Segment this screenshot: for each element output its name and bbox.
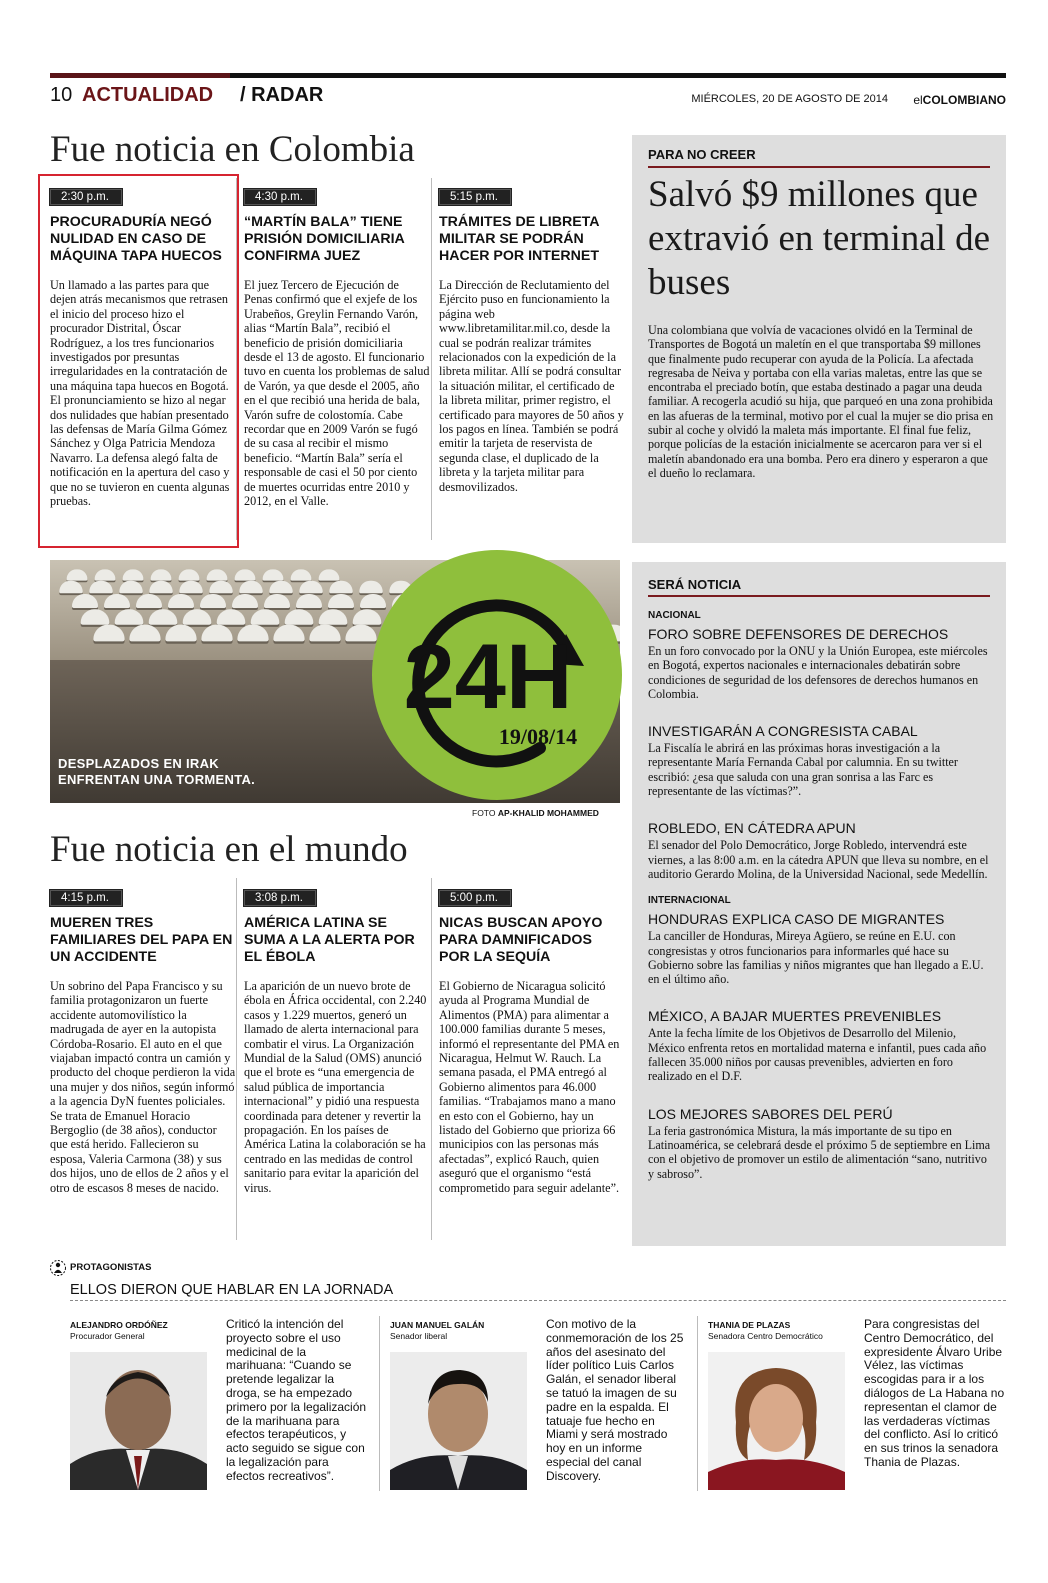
protagonist-card [70,1316,380,1506]
mundo-story-2 [244,888,430,1195]
photo-credit: FOTO AP-KHALID MOHAMMED [472,808,599,818]
story-body: La aparición de un nuevo brote de ébola en África occidental, con 2.240 casos y 1.229 muertos, generó un llamado de alerta internacional para combatir el virus. La Organización Mundial de la Salud (OMS) anunció que el brote es “una emergencia de salud pública de importancia internacional” y pidió una respuesta coordinada para detener y revertir la propagación. En los países de América Latina la colaboración se ha centrado en las medidas de control sanitario para evitar la aparición del virus. [244,979,427,1195]
tent-shape [95,569,116,580]
mundo-story-1 [50,888,236,1195]
sera-noticia-panel [632,562,1006,1246]
story-headline: PROCURADURÍA NEGÓ NULIDAD EN CASO DE MÁQUINA TAPA HUECOS [50,214,222,264]
person-photo [70,1352,207,1490]
item-title: INVESTIGARÁN A CONGRESISTA CABAL [648,723,918,740]
tent-shape [207,569,228,580]
person-name: JUAN MANUEL GALÁN [390,1320,485,1330]
newspaper-logo: elCOLOMBIANO [913,93,1006,107]
item-body: Ante la fecha límite de los Objetivos de Desarrollo del Milenio, México enfrenta retos en mortalidad materna e infantil, pues cada año fallecen 35.000 niños por causas prevenibles, advierten en foro realizado en el D.F. [648,1026,987,1084]
tent-shape [151,569,172,580]
item-body: En un foro convocado por la ONU y la Unión Europea, este miércoles en Bogotá, expertos nacionales e internacionales debatirán sobre condiciones de seguridad de los defensores de derechos humanos en Colombia. [648,644,988,701]
protagonistas-label: PROTAGONISTAS [70,1262,152,1273]
column-divider [431,178,432,540]
tent-shape [291,569,312,580]
protagonistas-rule [70,1300,1006,1301]
section-label: INTERNACIONAL [648,895,731,907]
person-name: ALEJANDRO ORDÓÑEZ [70,1320,168,1330]
forecast-item [648,911,992,986]
item-title: ROBLEDO, EN CÁTEDRA APUN [648,820,856,837]
story-headline: “MARTÍN BALA” TIENE PRISIÓN DOMICILIARIA CONFIRMA JUEZ [244,214,405,264]
panel-rule [648,166,990,168]
badge-date: 19/08/14 [498,724,578,749]
story-body: La Dirección de Reclutamiento del Ejército puso en funcionamiento la página web www.libretamilitar.mil.co, desde la cual se podrán realizar trámites relacionados con la expedición de la libreta militar. Allí se podrá consultar la situación militar, el certificado de la libreta militar, primer registro, el certificado para mayores de 50 años y los pagos en línea. También se podrá emitir la tarjeta de reservista de segunda clase, el duplicado de la libreta y la tarjeta militar para desmovilizados. [439,278,624,494]
item-title: FORO SOBRE DEFENSORES DE DERECHOS [648,626,949,642]
photo-caption: DESPLAZADOS EN IRAK ENFRENTAN UNA TORMENTA. [58,756,256,787]
forecast-item [648,1106,992,1181]
column-divider [379,1316,380,1491]
person-role: Procurador General [70,1331,145,1341]
person-role: Senadora Centro Democrático [708,1331,823,1341]
story-headline: TRÁMITES DE LIBRETA MILITAR SE PODRÁN HACER POR INTERNET [439,214,600,264]
24h-badge [370,548,625,803]
person-quote: Con motivo de la conmemoración de los 25 años del asesinato del líder político Luis Carlos Galán, el senador liberal se tatuó la imagen de su padre en la espalda. El tatuaje fue hecho en Miami y será mostrado hoy en un informe especial del canal Discovery. [546,1317,684,1483]
time-tag: 5:00 p.m. [439,890,511,906]
item-title: MÉXICO, A BAJAR MUERTES PREVENIBLES [648,1008,942,1025]
subsection-name: / RADAR [240,84,324,106]
item-body: La Fiscalía le abrirá en las próximas horas investigación a la representante María Fernanda Cabal por calumnia. En su twitter escribió: ¿esa que saluda con una gran sonrisa a las Farc es representante de las víctimas?”. [648,741,958,799]
page-number: 10 [50,84,73,106]
issue-date: MIÉRCOLES, 20 DE AGOSTO DE 2014 [691,93,888,105]
time-tag: 4:30 p.m. [244,189,316,205]
tent-shape [263,569,284,580]
story-body: Un sobrino del Papa Francisco y su familia protagonizaron un fuerte accidente automovilístico la madrugada de ayer en la autopista Córdoba-Rosario. El auto en el que viajaban impactó contra un camión y producto del choque perdieron la vida una mujer y dos niños, según informó a la agencia DyN fuentes policiales. Se trata de Emanuel Horacio Bergoglio (de 38 años), conductor que está herido. Fallecieron su esposa, Valeria Carmona (38) y sus dos hijos, uno de ellos de 2 años y el otro de escasos 8 meses de nacido. [50,979,236,1195]
protagonistas-subtitle: ELLOS DIERON QUE HABLAR EN LA JORNADA [70,1282,394,1298]
page-header [50,84,1006,110]
protagonist-card [708,1316,1018,1506]
column-divider [236,178,237,540]
person-photo [708,1352,845,1490]
forecast-item [648,723,992,798]
story-headline: NICAS BUSCAN APOYO PARA DAMNIFICADOS POR LA SEQUÍA [439,915,603,965]
person-quote: Para congresistas del Centro Democrático, del expresidente Álvaro Uribe Vélez, las víctimas escogidas para ir a los diálogos de La Habana no representan el clamor de las verdaderas víctimas del conflicto. Así lo criticó en sus trinos la senadora Thania de Plazas. [864,1317,1005,1469]
time-tag: 4:15 p.m. [50,890,122,906]
story-body: El Gobierno de Nicaragua solicitó ayuda al Programa Mundial de Alimentos (PMA) para alimentar a 100.000 familias durante 5 meses, informó el representante del PMA en Nicaragua, Helmut W. Rauch. La semana pasada, el PMA entregó al Gobierno alimentos para 46.000 familias. “Trabajamos mano a mano en esto con el Gobierno, hay un listado del Gobierno que prioriza 66 municipios con las personas más afectadas”, explicó Rauch, quien aseguró que el organismo “está comprometido para seguir adelante”. [439,979,620,1195]
time-tag: 5:15 p.m. [439,189,511,205]
colombia-story-3 [439,187,625,494]
mundo-story-3 [439,888,625,1195]
panel-body: Una colombiana que volvía de vacaciones olvidó en la Terminal de Transportes de Bogotá un maletín en el que transportaba $9 millones que finalmente pudo recuperar con ayuda de la Policía. La afectada regresaba de Neiva y portaba con ella varias maletas, entre las que se encontraba el preciado botín, que estaba destinado a pagar una deuda familiar. A recogerla acudió su hija, que parqueó en una zona prohibida en las afueras de la terminal, motivo por el cual la mujer se dio prisa en subir al coche y olvidó la maleta más importante. El final fue feliz, porque policías de la estación inicialmente se acercaron para ver si el maletín abandonado era una bomba. Pero era dinero y esperaron a que el dueño lo reclamara. [648,323,994,480]
panel-rule [648,595,990,597]
person-name: THANIA DE PLAZAS [708,1320,791,1330]
item-body: La canciller de Honduras, Mireya Agüero, se reúne en E.U. con congresistas y otros funcionarios para informarles qué hace su Gobierno sobre las familias y niños migrantes que han llegado a E.U. en el último año. [648,929,984,987]
tent-shape [179,569,200,580]
forecast-item [648,820,992,881]
forecast-item [648,626,992,701]
person-quote: Criticó la intención del proyecto sobre el uso medicinal de la marihuana: “Cuando se pretende legalizar la droga, se ha empezado primero por la legalización de la marihuana para efectos terapéuticos, y acto seguido se sigue con la legalización para efectos recreativos”. [226,1317,367,1483]
tent-shape [319,569,340,580]
highlight-box [38,174,239,548]
tent-shape [67,569,88,580]
time-tag: 3:08 p.m. [244,890,316,906]
badge-text: 24H [403,626,573,728]
section-name: ACTUALIDAD [82,84,214,106]
column-divider [431,878,432,1240]
tent-shape [123,569,144,580]
protagonist-card [390,1316,700,1506]
story-headline: AMÉRICA LATINA SE SUMA A LA ALERTA POR EL ÉBOLA [244,915,415,965]
colombia-story-2 [244,187,430,509]
panel-title: Salvó $9 millones que extravió en terminal de buses [648,174,991,303]
story-headline: MUEREN TRES FAMILIARES DEL PAPA EN UN ACCIDENTE [50,915,233,965]
person-icon [50,1258,66,1278]
time-tag: 2:30 p.m. [50,189,122,205]
colombia-heading: Fue noticia en Colombia [50,129,415,170]
tent-shape [235,569,256,580]
story-body: Un llamado a las partes para que dejen atrás mecanismos que retrasen el inicio del proceso hizo el procurador Distrital, Óscar Rodríguez, a los tres funcionarios investigados por presuntas irregularidades en la contratación de una máquina tapa huecos en Bogotá. El pronunciamiento se hizo al negar dos nulidades que habían presentado las defensas de María Gilma Gómez Sánchez y Olga Patricia Mendoza Navarro. La defensa alegó falta de notificación en la apertura del caso y que no se tuvieron en cuenta algunas pruebas. [50,278,230,509]
forecast-item [648,1008,992,1083]
column-divider [236,878,237,1240]
person-photo [390,1352,527,1490]
column-divider [697,1316,698,1491]
item-title: LOS MEJORES SABORES DEL PERÚ [648,1105,893,1122]
panel-kicker: PARA NO CREER [648,147,756,162]
top-rule [50,73,1006,78]
section-label: NACIONAL [648,610,701,621]
story-body: El juez Tercero de Ejecución de Penas confirmó que el exjefe de los Urabeños, Greylin Fernando Varón, alias “Martín Bala”, recibió el beneficio de prisión domiciliaria desde el 13 de agosto. El funcionario tuvo en cuenta los problemas de salud de Varón, ya que desde el 2005, año en el que recibió una herida de bala, Varón sufre de colostomía. Cabe recordar que en 2009 Varón se fugó de su casa al recibir el mismo beneficio. “Martín Bala” sería el responsable de casi el 50 por ciento de muertes ocurridas entre 2010 y 2012, en el Valle. [244,278,430,509]
protagonistas-section [50,1258,1006,1508]
para-no-creer-panel [632,135,1006,543]
panel-kicker: SERÁ NOTICIA [648,577,742,592]
mundo-heading: Fue noticia en el mundo [50,829,408,870]
item-title: HONDURAS EXPLICA CASO DE MIGRANTES [648,911,945,928]
item-body: La feria gastronómica Mistura, la más importante de su tipo en Latinoamérica, se celebrará desde el próximo 5 de septiembre en Lima con el objetivo de promover un estilo de alimentación “sano, nutritivo y sabroso”. [648,1123,991,1181]
person-role: Senador liberal [390,1331,448,1341]
item-body: El senador del Polo Democrático, Jorge Robledo, intervendrá este viernes, a las 8:00 a.m. en la cátedra APUN que lleva su nombre, en el auditorio Gerardo Molina, de la Universidad Nacional, sede Medellín. [648,838,989,881]
